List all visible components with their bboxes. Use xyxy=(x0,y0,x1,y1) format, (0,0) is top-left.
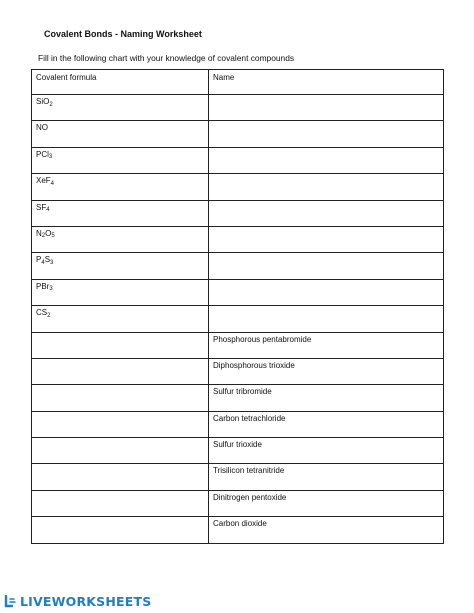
name-cell[interactable] xyxy=(209,121,444,147)
formula-element: O xyxy=(45,228,52,238)
formula-cell xyxy=(32,95,209,121)
liveworksheets-logo[interactable] xyxy=(4,594,151,609)
table-row xyxy=(32,121,444,147)
formula-cell[interactable] xyxy=(32,385,209,411)
formula-element: PBr xyxy=(36,281,50,291)
name-cell: Sulfur trioxide xyxy=(209,438,444,464)
worksheet-title: Covalent Bonds - Naming Worksheet xyxy=(44,29,202,39)
formula-element: SF xyxy=(36,202,47,212)
formula-cell[interactable] xyxy=(32,490,209,516)
formula-cell[interactable] xyxy=(32,464,209,490)
name-cell: Trisilicon tetranitride xyxy=(209,464,444,490)
formula-subscript: 2 xyxy=(47,312,51,319)
name-cell: Dinitrogen pentoxide xyxy=(209,490,444,516)
formula-element: N xyxy=(36,228,42,238)
table-row xyxy=(32,306,444,332)
formula-element: P xyxy=(36,255,42,265)
formula-cell xyxy=(32,200,209,226)
formula-element: Si xyxy=(36,97,44,106)
table-row xyxy=(32,95,444,121)
formula-subscript: 4 xyxy=(46,207,50,214)
table-row xyxy=(32,411,444,437)
name-cell: Carbon dioxide xyxy=(209,517,444,543)
formula-cell xyxy=(32,121,209,147)
name-cell[interactable] xyxy=(209,174,444,200)
formula-element: CS xyxy=(36,308,48,318)
table-row xyxy=(32,147,444,173)
name-cell: Phosphorous pentabromide xyxy=(209,332,444,358)
table-row xyxy=(32,358,444,384)
name-cell[interactable] xyxy=(209,200,444,226)
table-row xyxy=(32,490,444,516)
worksheet-instructions: Fill in the following chart with your knowledge of covalent compounds xyxy=(38,53,295,63)
formula-subscript: 2 xyxy=(41,233,46,240)
formula-element: NO xyxy=(36,123,48,133)
formula-cell xyxy=(32,306,209,332)
formula-cell[interactable] xyxy=(32,332,209,358)
formula-subscript: 3 xyxy=(48,154,53,161)
formula-element: S xyxy=(44,255,51,265)
table-row xyxy=(32,438,444,464)
formula-cell[interactable] xyxy=(32,411,209,437)
table-row xyxy=(32,174,444,200)
logo-text: LIVEWORKSHEETS xyxy=(20,594,152,609)
formula-cell[interactable] xyxy=(32,358,209,384)
table-row xyxy=(32,226,444,252)
table-row xyxy=(32,279,444,305)
table-row xyxy=(32,200,444,226)
formula-cell[interactable] xyxy=(32,517,209,543)
name-cell[interactable] xyxy=(209,147,444,173)
table-row xyxy=(32,464,444,490)
formula-cell xyxy=(32,279,209,305)
formula-element: O xyxy=(43,97,50,106)
formula-subscript: 3 xyxy=(49,286,53,293)
table-row xyxy=(32,385,444,411)
name-cell: Diphosphorous trioxide xyxy=(209,358,444,384)
table-row xyxy=(32,253,444,279)
name-cell: Carbon tetrachloride xyxy=(209,411,444,437)
name-cell[interactable] xyxy=(209,306,444,332)
formula-subscript: 3 xyxy=(50,259,54,266)
formula-cell xyxy=(32,174,209,200)
naming-table xyxy=(31,69,444,544)
footer xyxy=(0,590,474,611)
table-row xyxy=(32,517,444,543)
formula-element: XeF xyxy=(36,176,51,186)
formula-cell xyxy=(32,226,209,252)
name-cell[interactable] xyxy=(209,253,444,279)
formula-subscript: 5 xyxy=(51,233,55,240)
name-cell[interactable] xyxy=(209,95,444,121)
formula-element: PCl xyxy=(36,149,49,159)
formula-cell xyxy=(32,253,209,279)
name-cell[interactable] xyxy=(209,279,444,305)
name-cell: Sulfur tribromide xyxy=(209,385,444,411)
formula-cell[interactable] xyxy=(32,438,209,464)
liveworksheets-logo-icon xyxy=(4,595,17,608)
name-cell[interactable] xyxy=(209,226,444,252)
formula-subscript: 2 xyxy=(49,101,53,108)
table-row xyxy=(32,332,444,358)
header-covalent-formula: Covalent formula xyxy=(32,70,209,95)
formula-subscript: 4 xyxy=(41,259,45,266)
formula-subscript: 4 xyxy=(50,180,55,187)
header-name: Name xyxy=(209,70,444,95)
table-header-row xyxy=(32,70,444,95)
formula-cell xyxy=(32,147,209,173)
